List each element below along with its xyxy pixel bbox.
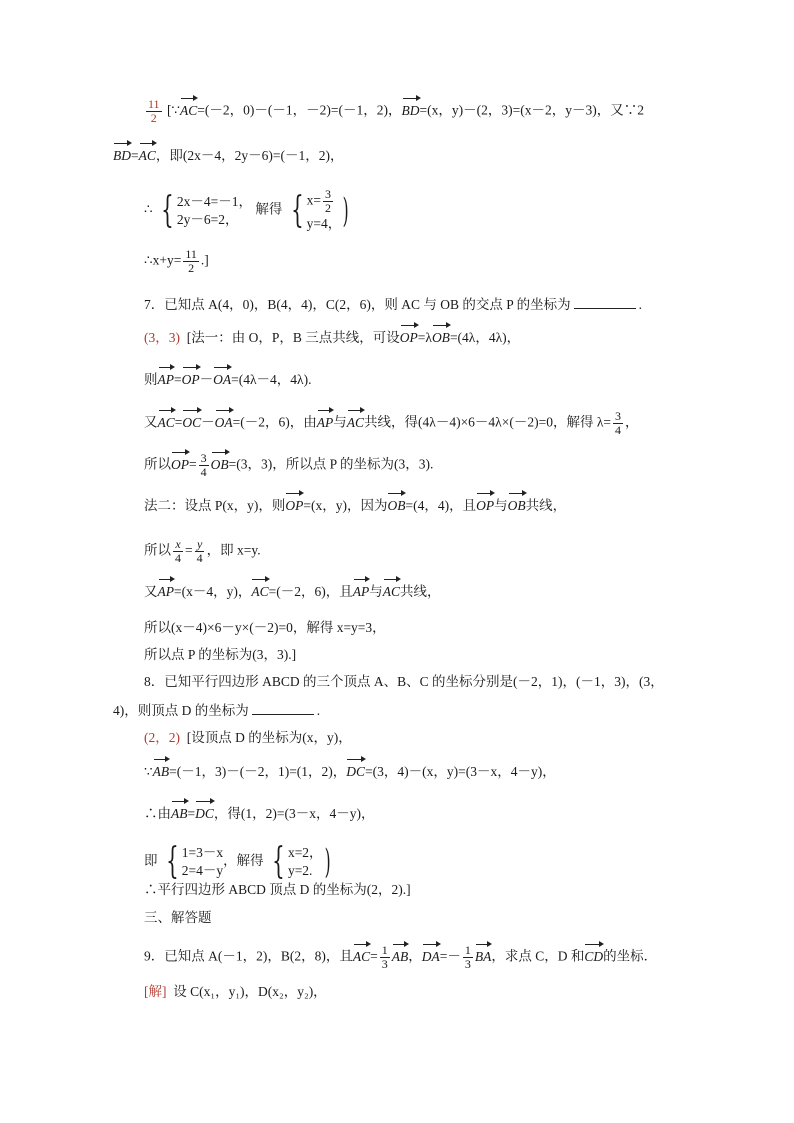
answer-7-line-8: 所以(x－4)×6－y×(－2)=0，解得 x=y=3， (144, 620, 386, 635)
answer-9-line-1: [解] 设 C(x₁，y₁)，D(x₂，y₂)， (144, 984, 327, 999)
equation-system-3: { 1=3－x 2=4－y (166, 841, 224, 882)
answer-6-line-1: $\frac{11}{2}$ [∵AC=(－2，0)－(－1，－2)=(－1，2)，BD=(x，y)－(2，3)=(x－2，y－3)，又∵2 (148, 97, 644, 125)
answer-7-line-2: 则AP=OP－OA=(4λ－4，4λ). (144, 370, 311, 390)
answer-6-fraction: $\frac{11}{2}$ (148, 97, 160, 125)
question-8-line-2: 4)，则顶点 D 的坐标为 . (113, 700, 320, 721)
equation-system-2: { x= $\frac{3}{2}$ y=4， ) (290, 187, 349, 231)
answer-8-line-2: ∵AB=(－1，3)－(－2，1)=(1，2)，DC=(3，4)－(x，y)=(3－x，4－y)， (144, 762, 556, 782)
answer-7-line-1: (3，3) [法一：由 O，P，B 三点共线，可设OP=λOB=(4λ，4λ)， (144, 328, 520, 348)
answer-7-line-6: 所以 $\frac{x}{4}$ = $\frac{y}{4}$ ，即 x=y. (144, 537, 261, 565)
equation-system-4: { x=2， y=2. ) (272, 841, 331, 882)
answer-blank (252, 700, 314, 715)
question-7: 7．已知点 A(4，0)，B(4，4)，C(2，6)，则 AC 与 OB 的交点 P 的坐标为 . (144, 294, 642, 315)
question-9: 9．已知点 A(－1，2)，B(2，8)，且AC= $\frac{1}{3}$ AB，DA=－ $\frac{1}{3}$ BA，求点 C，D 和CD的坐标． (144, 943, 658, 971)
answer-7-line-9: 所以点 P 的坐标为(3，3).] (144, 647, 297, 662)
section-heading: 三、解答题 (144, 910, 212, 925)
answer-7-line-5: 法二：设点 P(x，y)，则OP=(x，y)，因为OB=(4，4)，且OP与OB共线， (144, 496, 566, 516)
vector-ac: AC (180, 101, 197, 121)
answer-7-line-7: 又AP=(x－4，y)，AC=(－2，6)，且AP与AC共线， (144, 582, 441, 602)
answer-7-line-4: 所以OP= $\frac{3}{4}$ OB=(3，3)，所以点 P 的坐标为(3，3). (144, 451, 434, 479)
answer-8-line-1: (2，2) [设顶点 D 的坐标为(x，y)， (144, 730, 352, 745)
answer-6-result: ∴x+y= $\frac{11}{2}$ .] (144, 247, 209, 275)
vector-bd: BD (402, 101, 420, 121)
vector-ac: AC (139, 146, 156, 166)
answer-7-line-3: 又AC=OC－OA=(－2，6)，由AP与AC共线，得(4λ－4)×6－4λ×(－2)=0，解得 λ= $\frac{3}{4}$ ， (144, 409, 639, 437)
answer-blank (574, 294, 636, 309)
answer-8-line-3: ∴由AB=DC，得(1，2)=(3－x，4－y)， (144, 804, 375, 824)
equation-system-1: { 2x－4=－1， 2y－6=2， (161, 189, 252, 231)
answer-6-line-2: BD=AC，即(2x－4，2y－6)=(－1，2)， (113, 146, 344, 166)
answer-6-system: ∴ { 2x－4=－1， 2y－6=2， 解得 { x= $\frac{3}{2}$ y=4， ) (144, 188, 353, 233)
answer-8-line-5: ∴平行四边形 ABCD 顶点 D 的坐标为(2，2).] (144, 882, 411, 897)
answer-8-system: 即 { 1=3－x 2=4－y ，解得 { x=2， y=2. ) (144, 844, 334, 880)
vector-bd: BD (113, 146, 131, 166)
question-8-line-1: 8．已知平行四边形 ABCD 的三个顶点 A、B、C 的坐标分别是(－2，1)，(－1，3)，(3， (144, 674, 664, 689)
